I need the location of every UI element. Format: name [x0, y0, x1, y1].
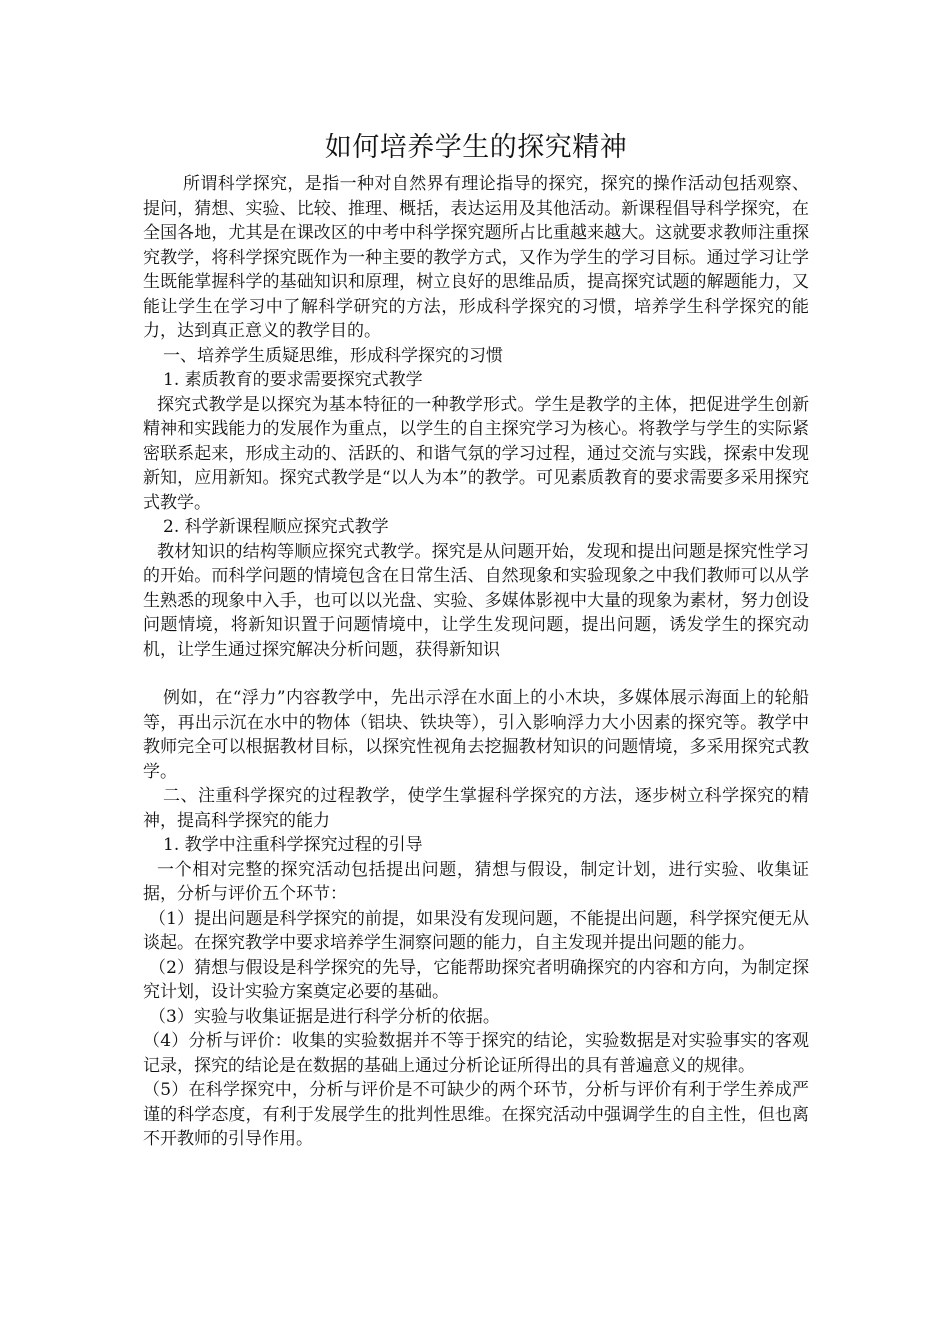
list-item-2: （2）猜想与假设是科学探究的先导，它能帮助探究者明确探究的内容和方向，为制定探究计划，设计实验方案奠定必要的基础。 — [143, 957, 809, 1002]
list-item-4: （4）分析与评价：收集的实验数据并不等于探究的结论，实验数据是对实验事实的客观记录，探究的结论是在数据的基础上通过分析论证所得出的具有普遍意义的规律。 — [143, 1031, 809, 1076]
blank-line — [143, 662, 809, 686]
document-title: 如何培养学生的探究精神 — [324, 132, 628, 163]
list-item-1: （1）提出问题是科学探究的前提，如果没有发现问题，不能提出问题，科学探究便无从谈起。在探究教学中要求培养学生洞察问题的能力，自主发现并提出问题的能力。 — [143, 908, 809, 953]
document-page — [143, 128, 809, 1152]
section1-paragraph-1: 探究式教学是以探究为基本特征的一种教学形式。学生是教学的主体，把促进学生创新精神和实践能力的发展作为重点，以学生的自主探究学习为核心。将教学与学生的实际紧密联系起来，形成主动的、活跃的、和谐气氛的学习过程，通过交流与实践，探索中发现新知，应用新知。探究式教学是“以人为本”的教学。可见素质教育的要求需要多采用探究式教学。 — [143, 394, 809, 513]
section2-heading: 二、注重科学探究的过程教学，使学生掌握科学探究的方法，逐步树立科学探究的精神，提高科学探究的能力 — [143, 786, 809, 831]
section1-heading: 一、培养学生质疑思维，形成科学探究的习惯 — [163, 345, 503, 366]
section2-paragraph-1: 一个相对完整的探究活动包括提出问题，猜想与假设，制定计划，进行实验、收集证据，分析与评价五个环节： — [143, 859, 809, 904]
section1-paragraph-2: 教材知识的结构等顺应探究式教学。探究是从问题开始，发现和提出问题是探究性学习的开始。而科学问题的情境包含在日常生活、自然现象和实验现象之中我们教师可以从学生熟悉的现象中入手，也可以以光盘、实验、多媒体影视中大量的现象为素材，努力创设问题情境，将新知识置于问题情境中，让学生发现问题，提出问题，诱发学生的探究动机，让学生通过探究解决分析问题，获得新知识 — [143, 541, 809, 660]
list-item-5: （5）在科学探究中，分析与评价是不可缺少的两个环节，分析与评价有利于学生养成严谨的科学态度，有利于发展学生的批判性思维。在探究活动中强调学生的自主性，但也离不开教师的引导作用。 — [143, 1080, 809, 1149]
section2-subheading-1: 1. 教学中注重科学探究过程的引导 — [163, 835, 423, 855]
intro-paragraph: 所谓科学探究，是指一种对自然界有理论指导的探究，探究的操作活动包括观察、提问，猜想、实验、比较、推理、概括，表达运用及其他活动。新课程倡导科学探究，在全国各地，尤其是在课改区的中考中科学探究题所占比重越来越大。这就要求教师注重探究教学，将科学探究既作为一种主要的教学方式，又作为学生的学习目标。通过学习让学生既能掌握科学的基础知识和原理，树立良好的思维品质，提高探究试题的解题能力，又能让学生在学习中了解科学研究的方法，形成科学探究的习惯，培养学生科学探究的能力，达到真正意义的教学目的。 — [143, 174, 809, 341]
section1-example-paragraph: 例如，在“浮力”内容教学中，先出示浮在水面上的小木块，多媒体展示海面上的轮船等，再出示沉在水中的物体（铝块、铁块等），引入影响浮力大小因素的探究等。教学中教师完全可以根据教材目标，以探究性视角去挖掘教材知识的问题情境，多采用探究式教学。 — [143, 688, 809, 782]
list-item-3: （3）实验与收集证据是进行科学分析的依据。 — [149, 1006, 500, 1027]
section1-subheading-2: 2. 科学新课程顺应探究式教学 — [163, 517, 389, 537]
section1-subheading-1: 1. 素质教育的要求需要探究式教学 — [163, 370, 423, 390]
